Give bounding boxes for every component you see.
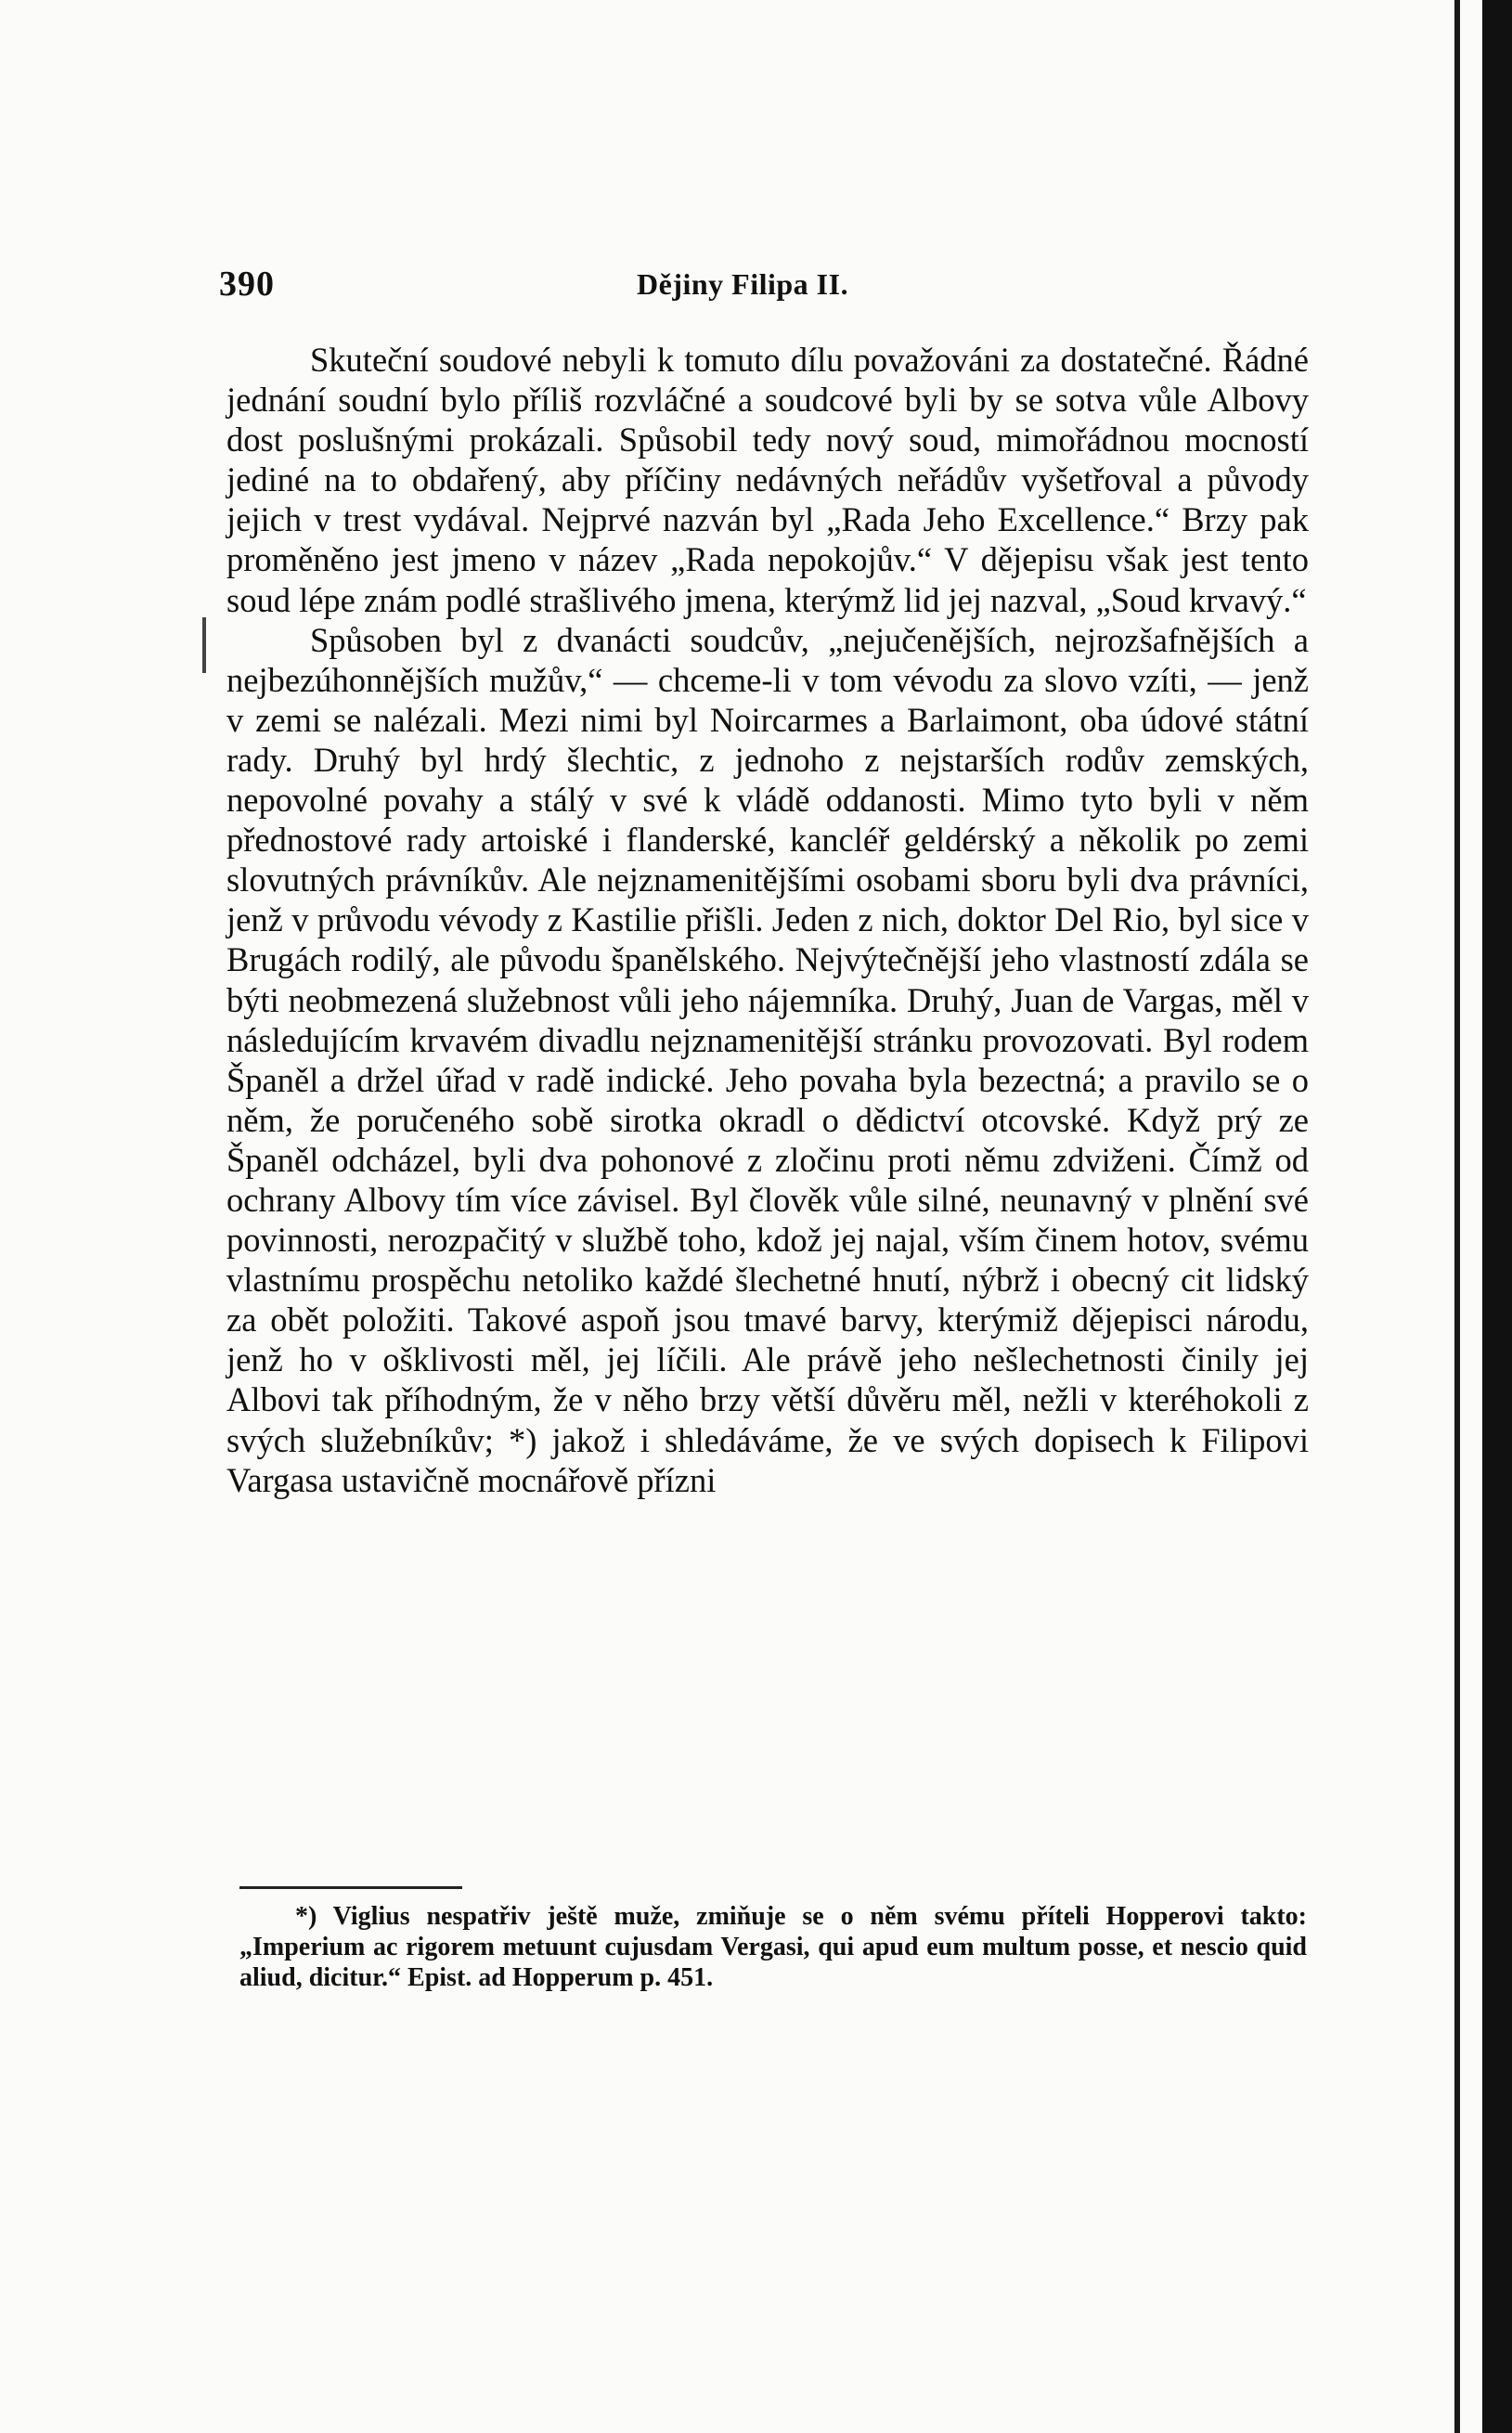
footnote-rule (239, 1886, 462, 1889)
paragraph-2: Spůsoben byl z dvanácti soudcův, „nejučenějších, nejrozšafnějších a nejbezúhonnějších mužův,“ — chceme-li v tom vévodu za slovo vzíti, — jenž v zemi se nalézali. Mezi nimi byl Noircarmes a Barlaimont, oba údové státní rady. Druhý byl hrdý šlechtic, z jednoho z nejstarších rodův zemských, nepovolné povahy a stálý v své k vládě oddanosti. Mimo tyto byli v něm přednostové rady artoiské i flanderské, kancléř geldérský a několik po zemi slovutných právníkův. Ale nejznamenitějšími osobami sboru byli dva právníci, jenž v průvodu vévody z Kastilie přišli. Jeden z nich, doktor Del Rio, byl sice v Brugách rodilý, ale původu španělského. Nejvýtečnější jeho vlastností zdála se býti neobmezená služebnost vůli jeho nájemníka. Druhý, Juan de Vargas, měl v následujícím krvavém divadlu nejznamenitější stránku provozovati. Byl rodem Španěl a držel úřad v radě indické. Jeho povaha byla bezectná; a pravilo se o něm, že poručeného sobě sirotka okradl o dědictví otcovské. Když prý ze Španěl odcházel, byli dva pohonové z zločinu proti němu zdviženi. Čímž od ochrany Albovy tím více závisel. Byl člověk vůle silné, neunavný v plnění své povinnosti, nerozpačitý v službě toho, kdož jej najal, vším činem hotov, svému vlastnímu prospěchu netoliko každé šlechetné hnutí, nýbrž i obecný cit lidský za obět položiti. Takové aspoň jsou tmavé barvy, kterýmiž dějepisci národu, jenž ho v ošklivosti měl, jej líčili. Ale právě jeho nešlechetnosti činily jej Albovi tak příhodným, že v něho brzy větší důvěru měl, nežli v kteréhokoli z svých služebníkův; *) jakož i shledáváme, že ve svých dopisech k Filipovi Vargasa ustavičně mocnářově přízni (226, 620, 1309, 1499)
page-number: 390 (219, 265, 275, 304)
margin-mark (202, 617, 206, 673)
scan-edge-line (1454, 0, 1460, 2433)
footnote-text: *) Viglius nespatřiv ještě muže, zmiňuje se o něm svému příteli Hopperovi takto: „Imperium ac rigorem metuunt cujusdam Vergasi, qui apud eum multum posse, et nescio quid aliud, dicitur.“ Epist. ad Hopperum p. 451. (239, 1902, 1307, 1992)
paragraph-1: Skuteční soudové nebyli k tomuto dílu považováni za dostatečné. Řádné jednání soudní bylo příliš rozvláčné a soudcové byli by se sotva vůle Albovy dost poslušnými prokázali. Spůsobil tedy nový soud, mimořádnou mocností jediné na to obdařený, aby příčiny nedávných neřádův vyšetřoval a původy jejich v trest vydával. Nejprvé nazván byl „Rada Jeho Excellence.“ Brzy pak proměněno jest jmeno v název „Rada nepokojův.“ V dějepisu však jest tento soud lépe znám podlé strašlivého jmena, kterýmž lid jej nazval, „Soud krvavý.“ (226, 341, 1309, 619)
running-title: Dějiny Filipa II. (637, 267, 849, 301)
page-header (219, 264, 1305, 310)
scan-edge-border (1482, 0, 1512, 2433)
body-text (226, 340, 1309, 1500)
footnote (239, 1901, 1307, 1993)
